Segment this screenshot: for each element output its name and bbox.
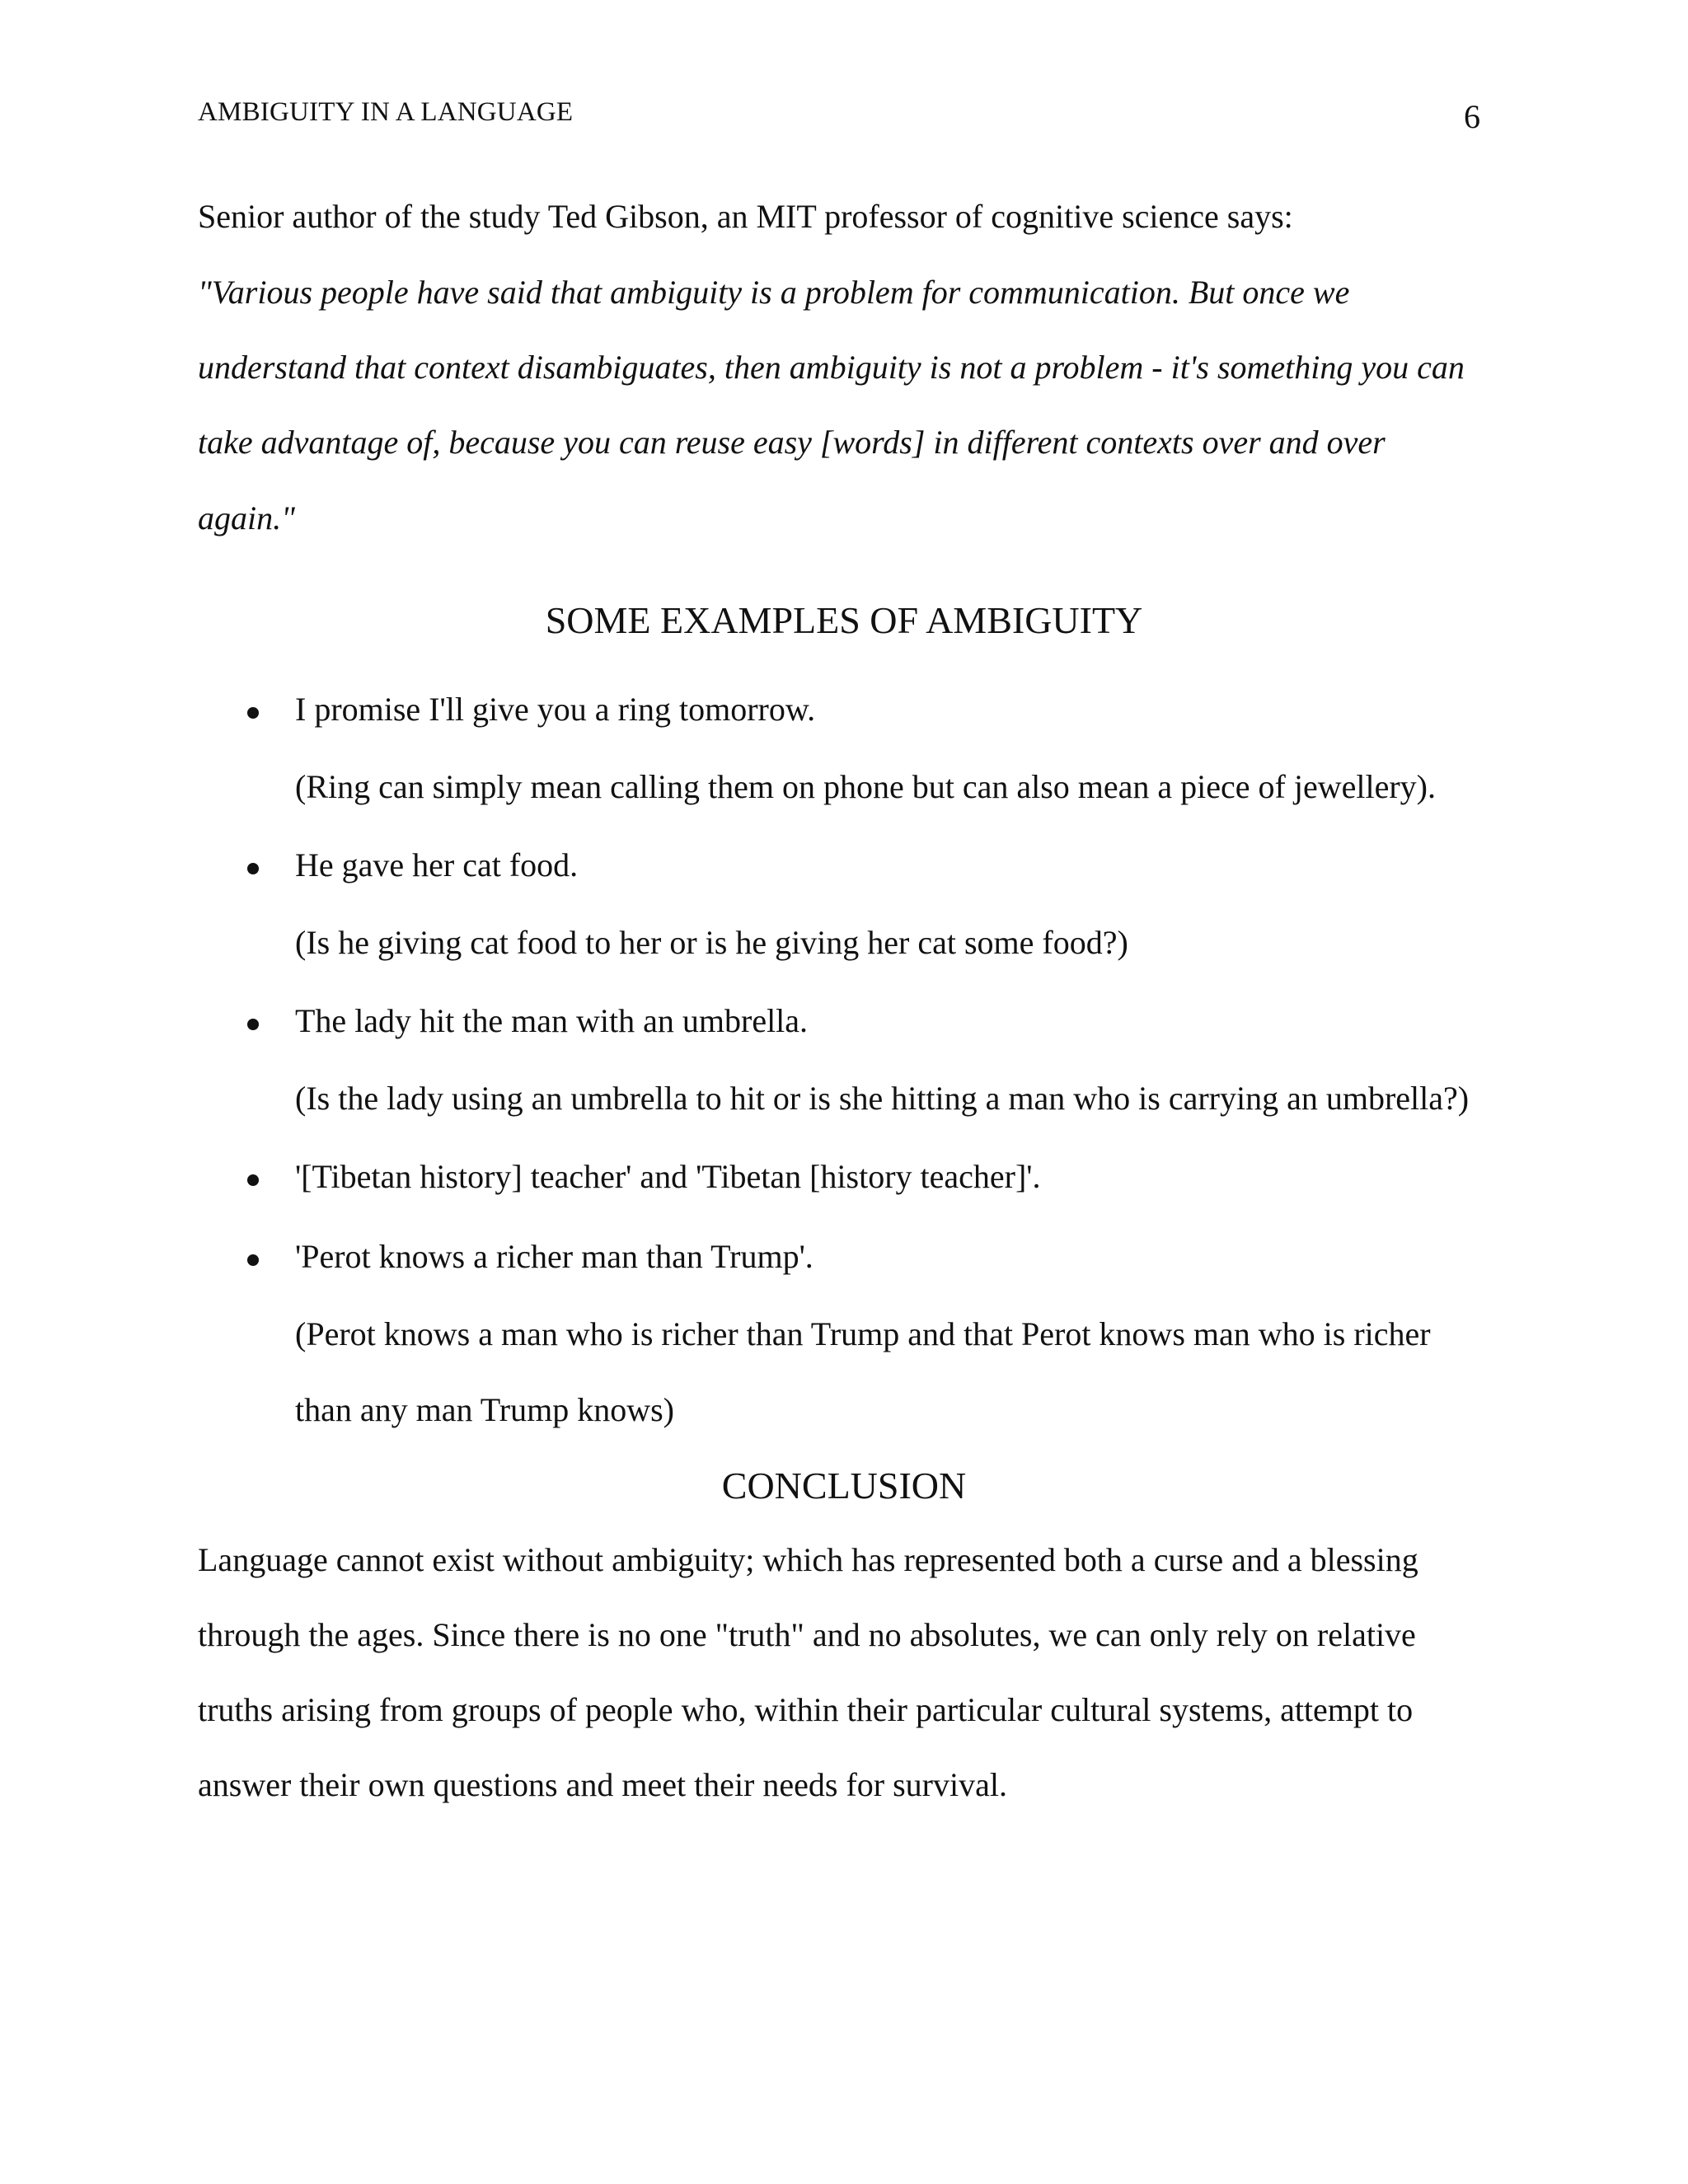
bullet-icon xyxy=(247,1019,259,1030)
example-3-text: The lady hit the man with an umbrella. xyxy=(295,1002,809,1039)
quote-line-3: take advantage of, because you can reuse easy [words] in different contexts over and over xyxy=(198,424,1386,461)
example-2-note: (Is he giving cat food to her or is he giving her cat some food?) xyxy=(295,924,1128,961)
example-5-note-line-2: than any man Trump knows) xyxy=(295,1391,674,1428)
conclusion-line-1: Language cannot exist without ambiguity; which has represented both a curse and a blessing xyxy=(198,1541,1418,1578)
examples-heading: SOME EXAMPLES OF AMBIGUITY xyxy=(545,599,1143,641)
bullet-icon xyxy=(247,707,259,719)
example-1-note: (Ring can simply mean calling them on phone but can also mean a piece of jewellery). xyxy=(295,768,1436,805)
quote-line-2: understand that context disambiguates, then ambiguity is not a problem - it's something you can xyxy=(198,349,1465,386)
example-3-note: (Is the lady using an umbrella to hit or is she hitting a man who is carrying an umbrella?) xyxy=(295,1080,1470,1117)
bullet-icon xyxy=(247,1174,259,1186)
running-head: AMBIGUITY IN A LANGUAGE xyxy=(198,97,574,127)
bullet-icon xyxy=(247,863,259,874)
conclusion-line-3: truths arising from groups of people who, within their particular cultural systems, attempt to xyxy=(198,1691,1414,1728)
quote-line-4: again." xyxy=(198,499,295,537)
example-4-text: '[Tibetan history] teacher' and 'Tibetan [history teacher]'. xyxy=(295,1158,1041,1195)
example-5-text: 'Perot knows a richer man than Trump'. xyxy=(295,1238,814,1275)
example-2-text: He gave her cat food. xyxy=(295,846,579,883)
example-5-note-line-1: (Perot knows a man who is richer than Trump and that Perot knows man who is richer xyxy=(295,1315,1431,1352)
page-number: 6 xyxy=(1464,98,1480,135)
conclusion-heading: CONCLUSION xyxy=(721,1465,967,1507)
example-1-text: I promise I'll give you a ring tomorrow. xyxy=(295,691,816,728)
bullet-icon xyxy=(247,1254,259,1266)
intro-line: Senior author of the study Ted Gibson, an MIT professor of cognitive science says: xyxy=(198,198,1293,235)
quote-line-1: "Various people have said that ambiguity is a problem for communication. But once we xyxy=(198,274,1350,311)
conclusion-line-2: through the ages. Since there is no one "truth" and no absolutes, we can only rely on relative xyxy=(198,1616,1416,1653)
conclusion-line-4: answer their own questions and meet their needs for survival. xyxy=(198,1766,1007,1803)
